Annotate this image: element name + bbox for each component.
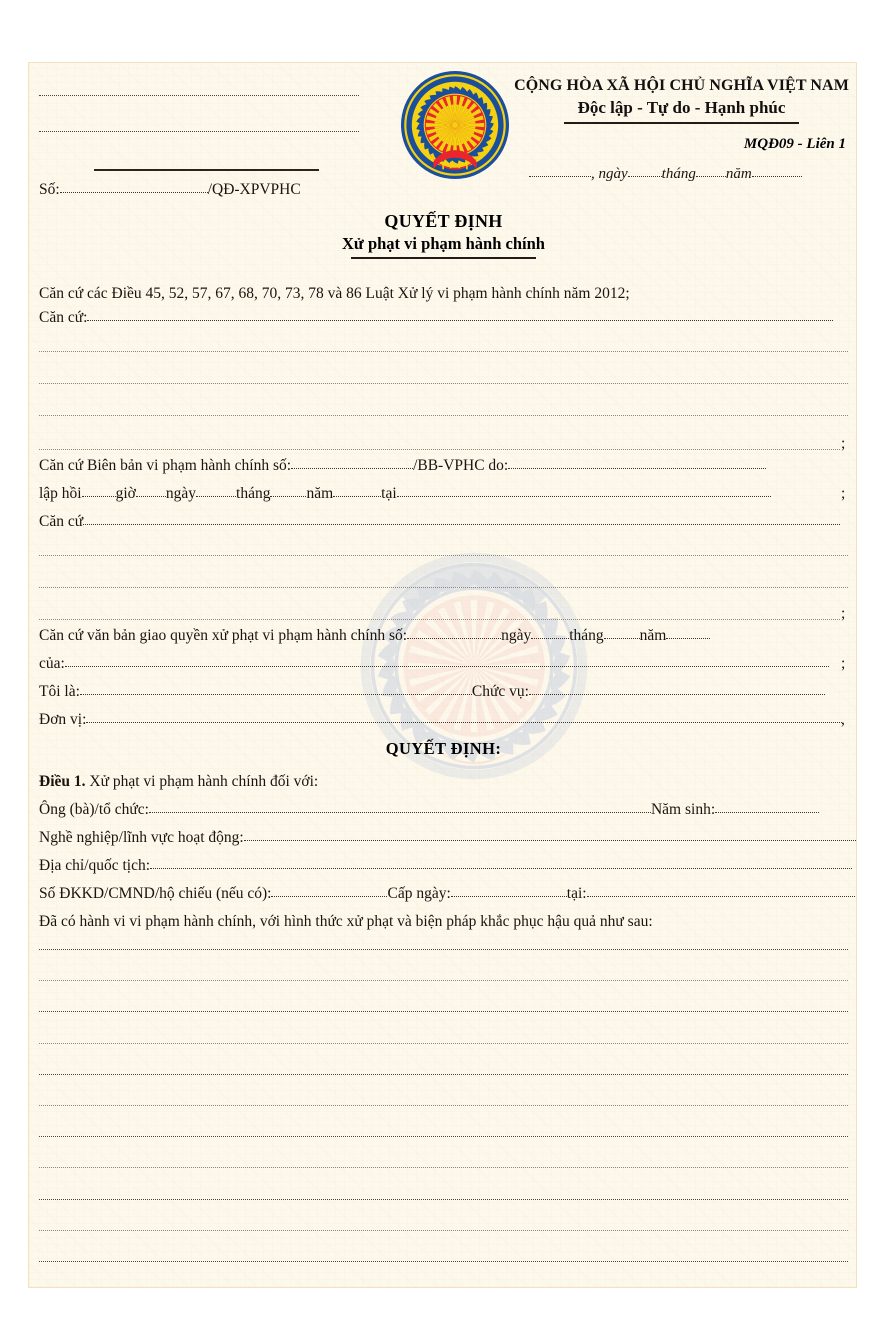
ruled-line[interactable] (39, 1167, 848, 1168)
delegation-month-input[interactable] (604, 627, 640, 639)
minutes-number-input[interactable] (291, 457, 413, 469)
minutes-day-input[interactable] (196, 485, 236, 497)
ruled-line[interactable] (39, 949, 848, 950)
number-input[interactable] (60, 181, 208, 193)
minutes-semicolon: ; (841, 485, 846, 502)
unit-label: Đơn vị: (39, 711, 87, 728)
basis-semicolon: ; (841, 435, 846, 452)
basis-blank-line-4[interactable] (39, 449, 840, 450)
hour-label: giờ (115, 485, 136, 502)
iam-input[interactable] (80, 683, 472, 695)
number-suffix: /QĐ-XPVPHC (207, 181, 301, 198)
minutes-row (39, 457, 766, 475)
basis-label: Căn cứ: (39, 309, 88, 326)
delegation-number-input[interactable] (407, 627, 501, 639)
article1-heading-row (39, 773, 318, 791)
of-semicolon: ; (841, 655, 846, 672)
day-label: ngày (165, 485, 197, 502)
national-underline (564, 122, 799, 124)
number-row (39, 181, 301, 199)
basis-blank-line-2[interactable] (39, 383, 848, 384)
person-input[interactable] (149, 801, 651, 813)
person-row (39, 801, 819, 819)
ruled-line[interactable] (39, 1011, 848, 1012)
ruled-line[interactable] (39, 1074, 848, 1075)
decision-heading: QUYẾT ĐỊNH: (385, 739, 502, 758)
delegation-label: Căn cứ văn bản giao quyền xử phạt vi phạm hành chính số: (39, 627, 408, 644)
basis-row (39, 309, 833, 327)
of-label: của: (39, 655, 65, 672)
occupation-input[interactable] (244, 829, 857, 841)
delegation-month-label: tháng (569, 627, 604, 644)
minutes-place-input[interactable] (397, 485, 771, 497)
page-title (29, 211, 857, 259)
paper-sheet (28, 62, 857, 1288)
basis2-semicolon: ; (841, 605, 846, 622)
basis2-blank-line-2[interactable] (39, 587, 848, 588)
delegation-year-label: năm (639, 627, 667, 644)
minutes-by-input[interactable] (508, 457, 766, 469)
date-day-label: , ngày (591, 166, 628, 182)
emblem-icon (401, 71, 509, 179)
authority-line-2[interactable] (39, 131, 359, 132)
date-row (529, 165, 802, 183)
issued-date-label: Cấp ngày: (387, 885, 451, 902)
basis2-row (39, 513, 840, 531)
delegation-day-label: ngày (501, 627, 532, 644)
basis-input[interactable] (87, 309, 833, 321)
occupation-label: Nghề nghiệp/lĩnh vực hoạt động: (39, 829, 244, 846)
id-label: Số ĐKKD/CMND/hộ chiếu (nếu có): (39, 885, 272, 902)
occupation-row (39, 829, 857, 847)
national-header-block (509, 77, 854, 153)
ruled-line[interactable] (39, 1261, 848, 1262)
birthyear-label: Năm sinh: (650, 801, 716, 818)
minutes-hour-input[interactable] (82, 485, 116, 497)
minutes-label: Căn cứ Biên bản vi phạm hành chính số: (39, 457, 292, 474)
basis2-label: Căn cứ (39, 513, 84, 530)
article1-heading-rest: Xử phạt vi phạm hành chính đối với: (89, 773, 319, 790)
of-row (39, 655, 829, 673)
ruled-line[interactable] (39, 980, 848, 981)
of-input[interactable] (65, 655, 829, 667)
title-sub: Xử phạt vi phạm hành chính (342, 234, 545, 253)
minutes-suffix: /BB-VPHC do: (413, 457, 509, 474)
unit-row (39, 711, 842, 729)
national-title: CỘNG HÒA XÃ HỘI CHỦ NGHĨA VIỆT NAM (514, 77, 849, 94)
delegation-day-input[interactable] (531, 627, 569, 639)
made-at-label: lập hồi (39, 485, 82, 502)
minutes-day2-input[interactable] (136, 485, 166, 497)
minutes-year-input[interactable] (333, 485, 381, 497)
date-year-input[interactable] (752, 165, 802, 177)
date-year-label: năm (725, 166, 752, 182)
position-input[interactable] (529, 683, 825, 695)
minutes-month-input[interactable] (270, 485, 306, 497)
violation-text: Đã có hành vi vi phạm hành chính, với hình thức xử phạt và biện pháp khắc phục hậu quả như sau: (39, 913, 653, 930)
basis-blank-line-3[interactable] (39, 415, 848, 416)
ruled-line[interactable] (39, 1043, 848, 1044)
form-code: MQĐ09 - Liên 1 (743, 136, 846, 152)
iam-row (39, 683, 825, 701)
date-month-label: tháng (661, 166, 696, 182)
id-input[interactable] (271, 885, 387, 897)
iam-label: Tôi là: (39, 683, 80, 700)
address-input[interactable] (150, 857, 852, 869)
id-row (39, 885, 855, 903)
national-motto: Độc lập - Tự do - Hạnh phúc (577, 98, 786, 117)
month-label: tháng (236, 485, 271, 502)
ruled-line[interactable] (39, 1199, 848, 1200)
ruled-line[interactable] (39, 1136, 848, 1137)
minutes-time-row (39, 485, 771, 503)
address-row (39, 857, 852, 875)
ruled-line[interactable] (39, 1230, 848, 1231)
date-month-input[interactable] (696, 165, 726, 177)
delegation-row (39, 627, 710, 645)
article1-heading: Điều 1. (39, 773, 86, 790)
place-label: tại (381, 485, 397, 502)
basis-blank-line-1[interactable] (39, 351, 848, 352)
person-label: Ông (bà)/tổ chức: (39, 801, 149, 818)
birthyear-input[interactable] (715, 801, 819, 813)
ruled-line[interactable] (39, 1105, 848, 1106)
authority-line-1[interactable] (39, 95, 359, 96)
basis2-blank-line-3[interactable] (39, 619, 840, 620)
number-label: Số: (39, 181, 60, 198)
authority-underline (94, 169, 319, 171)
title-underline (351, 257, 536, 259)
basis2-input[interactable] (83, 513, 840, 525)
unit-comma: , (841, 711, 845, 728)
title-main: QUYẾT ĐỊNH (384, 211, 503, 231)
issued-place-label: tại: (566, 885, 587, 902)
basis2-blank-line-1[interactable] (39, 555, 848, 556)
unit-input[interactable] (86, 711, 842, 723)
date-place-input[interactable] (529, 165, 591, 177)
legal-basis-text: Căn cứ các Điều 45, 52, 57, 67, 68, 70, 73, 78 và 86 Luật Xử lý vi phạm hành chính năm 2012; (39, 285, 630, 302)
year-label: năm (306, 485, 334, 502)
position-label: Chức vụ: (471, 683, 529, 700)
issued-date-input[interactable] (451, 885, 567, 897)
delegation-year-input[interactable] (666, 627, 710, 639)
date-day-input[interactable] (628, 165, 662, 177)
address-label: Địa chỉ/quốc tịch: (39, 857, 151, 874)
issued-place-input[interactable] (587, 885, 855, 897)
